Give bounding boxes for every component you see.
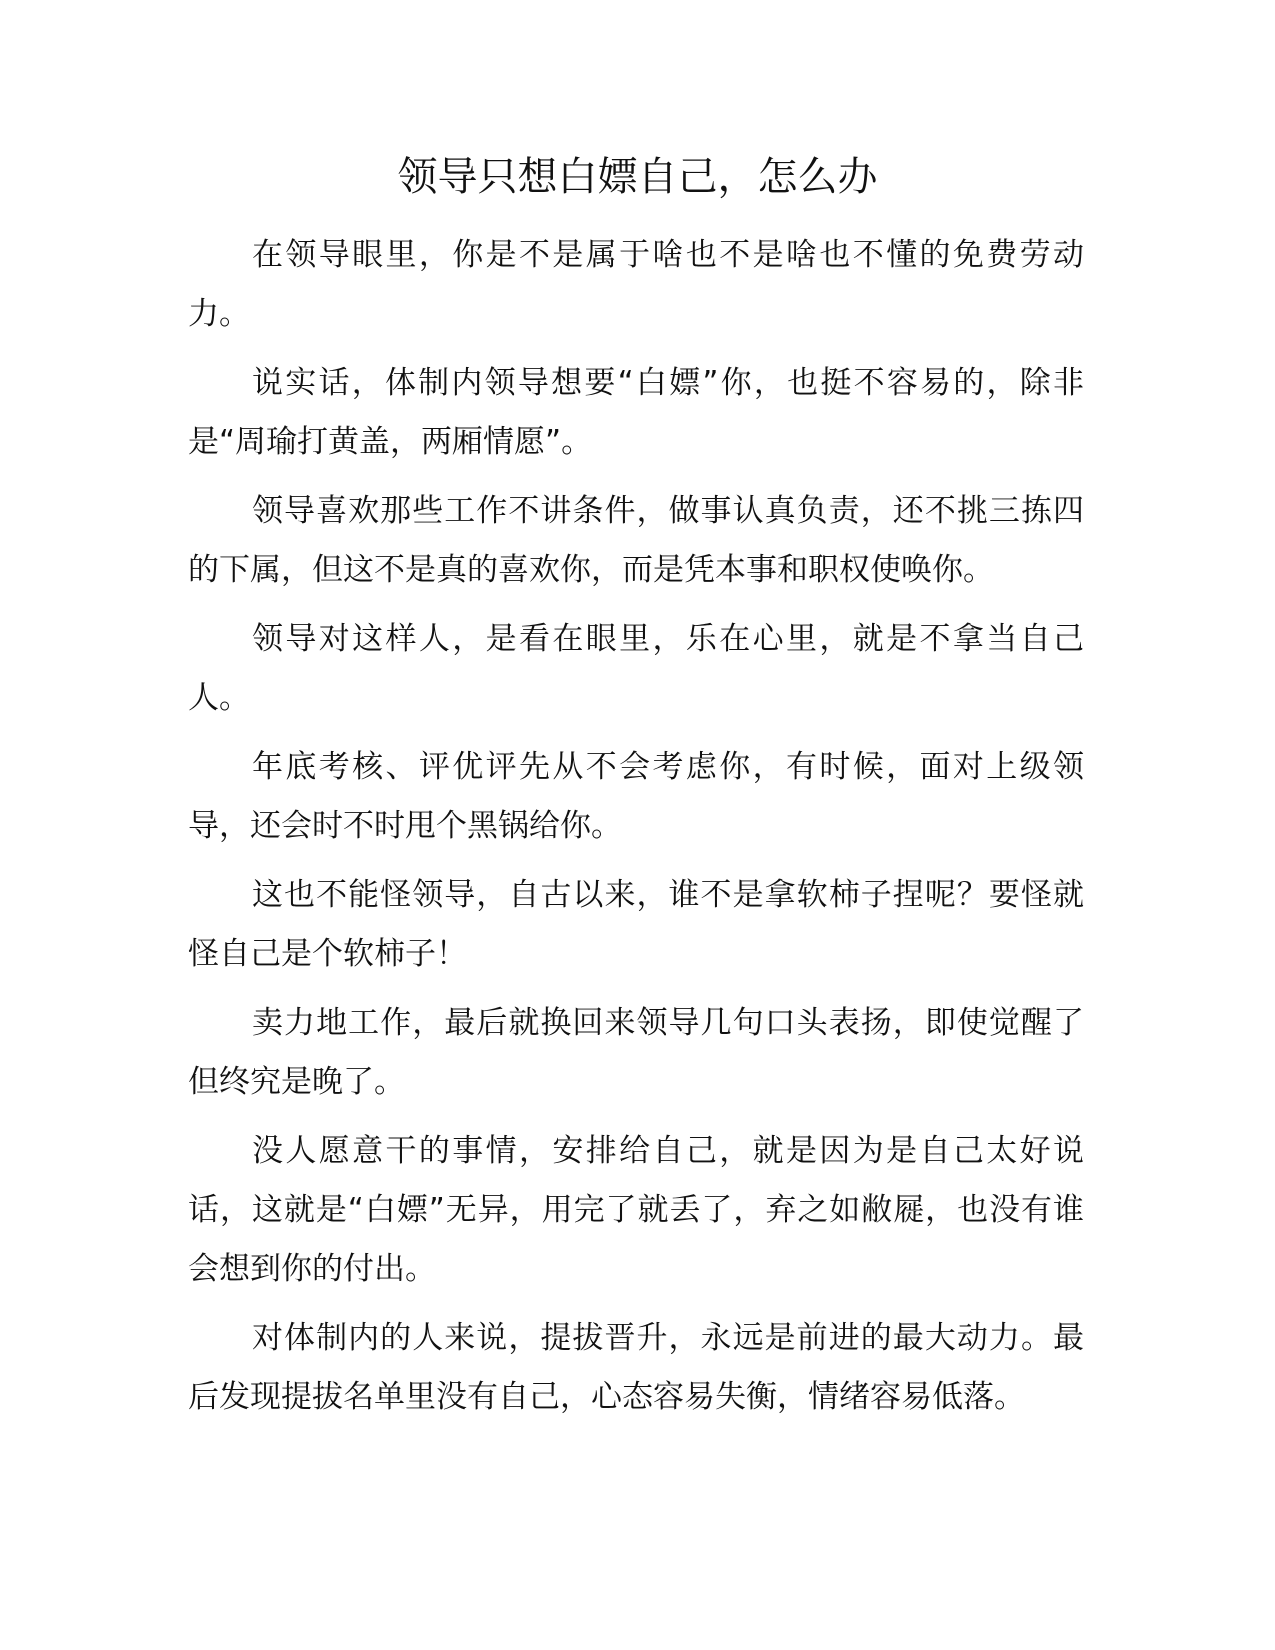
paragraph-6: 这也不能怪领导，自古以来，谁不是拿软柿子捏呢？要怪就怪自己是个软柿子！ [188, 877, 1084, 972]
article-body [188, 226, 1084, 1437]
paragraph-5: 年底考核、评优评先从不会考虑你，有时候，面对上级领导，还会时不时甩个黑锅给你。 [188, 749, 1084, 844]
paragraph-9: 对体制内的人来说，提拔晋升，永远是前进的最大动力。最后发现提拔名单里没有自己，心态容易失衡，情绪容易低落。 [188, 1320, 1084, 1415]
paragraph-2: 说实话，体制内领导想要“白嫖”你，也挺不容易的，除非是“周瑜打黄盖，两厢情愿”。 [188, 365, 1084, 460]
paragraph-3: 领导喜欢那些工作不讲条件，做事认真负责，还不挑三拣四的下属，但这不是真的喜欢你，而是凭本事和职权使唤你。 [188, 493, 1084, 588]
paragraph-1: 在领导眼里，你是不是属于啥也不是啥也不懂的免费劳动力。 [188, 237, 1084, 332]
paragraph-4: 领导对这样人，是看在眼里，乐在心里，就是不拿当自己人。 [188, 621, 1084, 716]
paragraph-7: 卖力地工作，最后就换回来领导几句口头表扬，即使觉醒了但终究是晚了。 [188, 1005, 1084, 1100]
paragraph-8: 没人愿意干的事情，安排给自己，就是因为是自己太好说话，这就是“白嫖”无异，用完了就丢了，弃之如敝屣，也没有谁会想到你的付出。 [188, 1133, 1084, 1287]
page-title: 领导只想白嫖自己，怎么办 [397, 154, 878, 200]
